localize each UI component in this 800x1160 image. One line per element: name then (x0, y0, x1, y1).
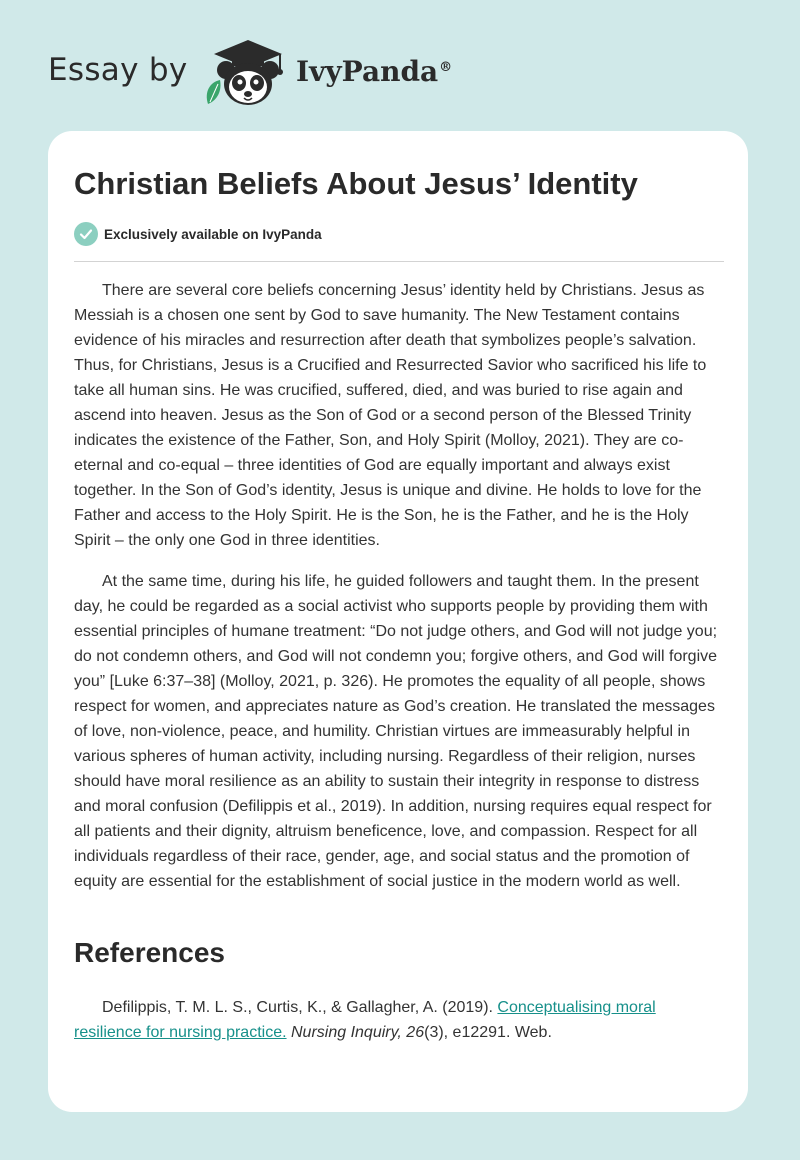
exclusive-badge-label: Exclusively available on IvyPanda (104, 226, 322, 242)
references-heading: References (74, 937, 225, 968)
reference-journal: Nursing Inquiry, 26 (291, 1024, 425, 1041)
essay-card (48, 131, 748, 1112)
check-icon (74, 222, 98, 246)
reference-link[interactable]: Conceptualising moral resilience for nursing practice. (74, 999, 656, 1041)
exclusive-badge (74, 221, 322, 247)
essay-body (74, 278, 724, 910)
site-header (0, 0, 800, 130)
essay-by-label: Essay by (48, 52, 188, 88)
divider (74, 261, 724, 262)
brand-name[interactable]: IvyPanda® (296, 55, 453, 88)
registered-mark: ® (439, 59, 453, 75)
reference-item (74, 995, 724, 1045)
paragraph: There are several core beliefs concerning Jesus’ identity held by Christians. Jesus as Messiah is a chosen one sent by God to save humanity. The New Testament contains evidence of his miracles and resurrection after death that symbolizes people’s salvation. Thus, for Christians, Jesus is a Crucified and Resurrected Savior who sacrificed his life to take all human sins. He was crucified, suffered, died, and was buried to rise again and ascend into heaven. Jesus as the Son of God or a second person of the Blessed Trinity indicates the existence of the Father, Son, and Holy Spirit (Molloy, 2021). They are co-eternal and co-equal – three identities of God are equally important and always exist together. In the Son of God’s identity, Jesus is unique and divine. He holds to love for the Father and access to the Holy Spirit. He is the Son, he is the Father, and he is the Holy Spirit – the only one God in three identities. (74, 282, 707, 549)
reference-issue: (3), e12291. Web. (424, 1024, 552, 1041)
page-title: Christian Beliefs About Jesus’ Identity (74, 166, 638, 201)
ivypanda-logo-icon[interactable] (200, 38, 296, 108)
reference-authors: Defilippis, T. M. L. S., Curtis, K., & Gallagher, A. (2019). (102, 999, 498, 1016)
paragraph: At the same time, during his life, he guided followers and taught them. In the present day, he could be regarded as a social activist who supports people by providing them with essential principles of humane treatment: “Do not judge others, and God will not judge you; do not condemn others, and God will not condemn you; forgive others, and God will forgive you” [Luke 6:37–38] (Molloy, 2021, p. 326). He promotes the equality of all people, shows respect for women, and appreciates nature as God’s creation. He translated the messages of love, non-violence, peace, and humility. Christian virtues are immeasurably helpful in various spheres of human activity, including nursing. Regardless of their religion, nurses should have moral resilience as an ability to sustain their integrity in response to distress and moral confusion (Defilippis et al., 2019). In addition, nursing requires equal respect for all patients and their dignity, altruism beneficence, love, and compassion. Respect for all individuals regardless of their race, gender, age, and social status and the promotion of equity are essential for the establishment of social justice in the modern world as well. (74, 573, 718, 890)
